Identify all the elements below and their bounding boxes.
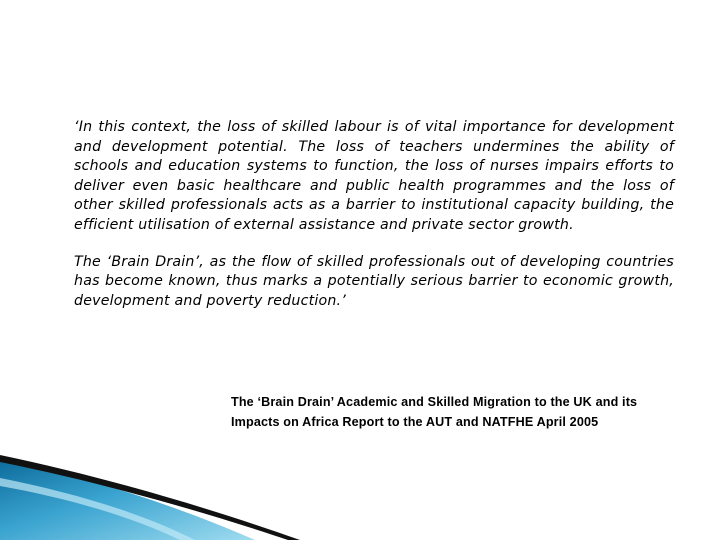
citation — [231, 393, 720, 432]
quote-paragraph-1: ‘In this context, the loss of skilled labour is of vital importance for development and development potential. The loss of teachers undermines the ability of schools and education systems to function, the loss of nurses impairs efforts to deliver even basic healthcare and public health programmes and the loss of other skilled professionals acts as a barrier to institutional capacity building, the efficient utilisation of external assistance and private sector growth. — [74, 119, 674, 233]
quote-paragraph-2: The ‘Brain Drain’, as the flow of skilled professionals out of developing countries has become known, thus marks a potentially serious barrier to economic growth, development and poverty reduction.’ — [74, 253, 674, 309]
quote-block — [74, 118, 674, 311]
swoosh-blue-band — [0, 458, 255, 540]
citation-line-1: The ‘Brain Drain’ Academic and Skilled Migration to the UK and its — [231, 395, 638, 409]
citation-line-2: Impacts on Africa Report to the AUT and NATFHE April 2005 — [231, 414, 599, 429]
